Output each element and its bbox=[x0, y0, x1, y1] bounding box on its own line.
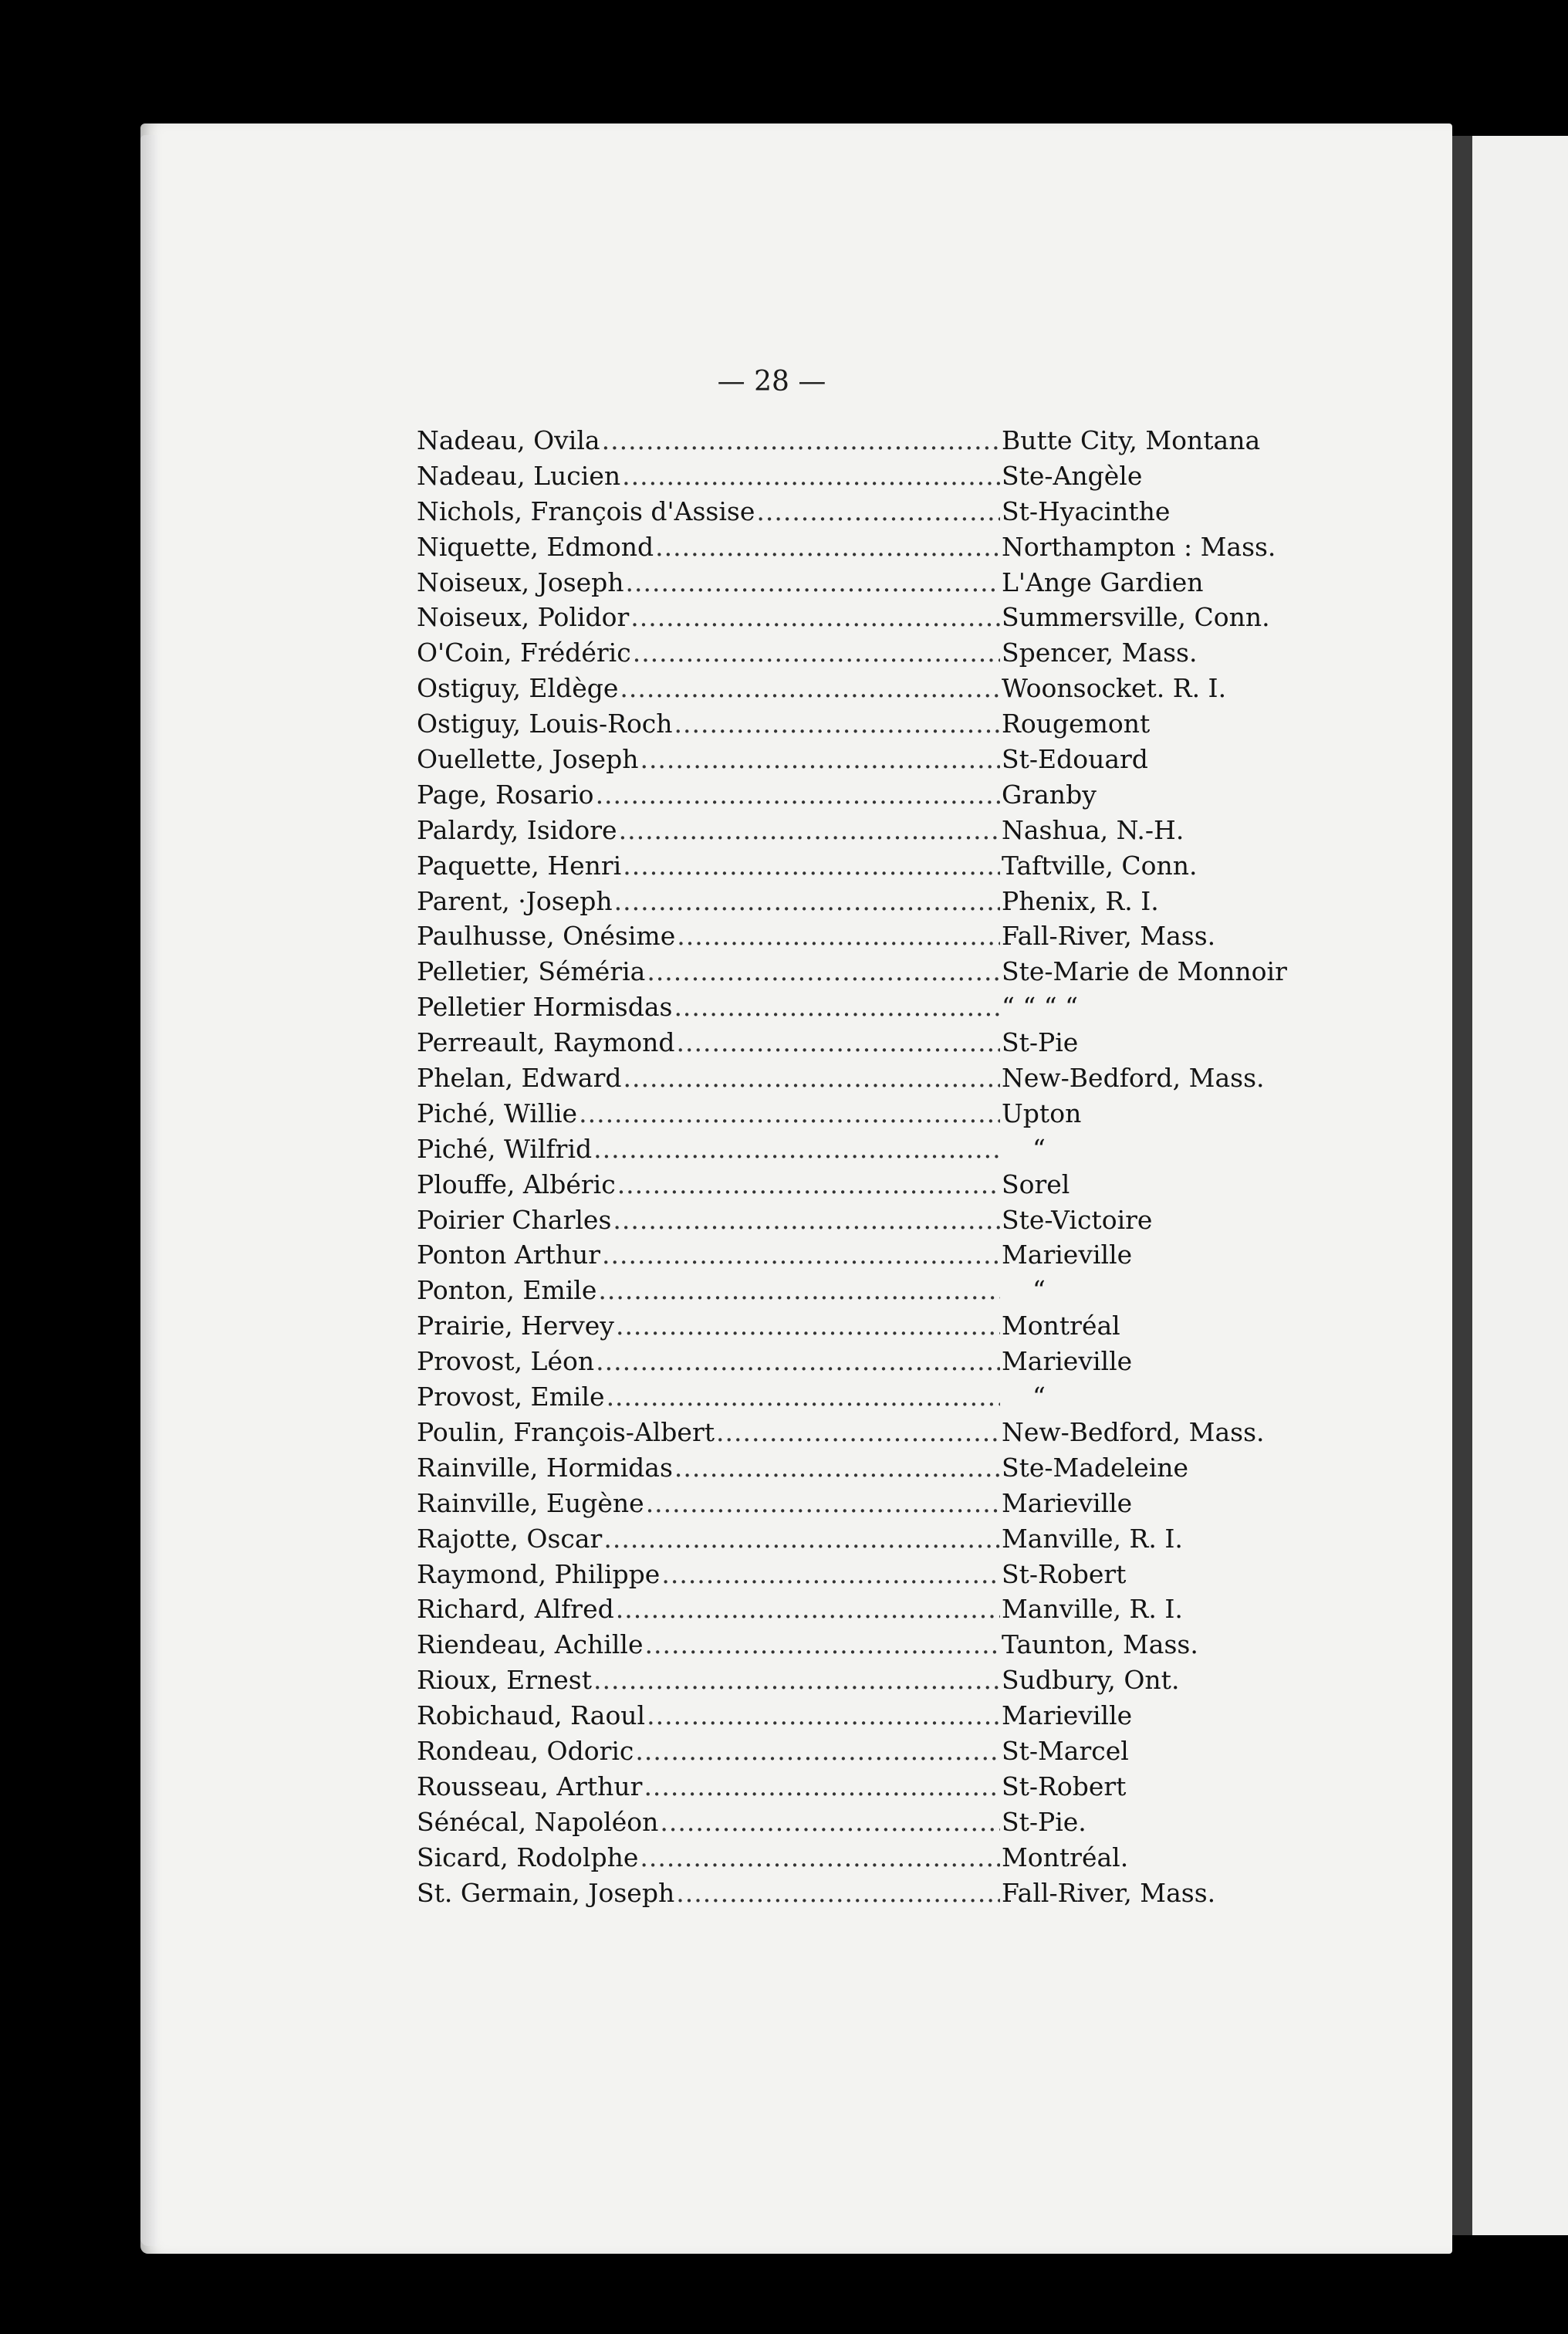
entry-place: Summersville, Conn. bbox=[1002, 602, 1270, 633]
entry-name: Riendeau, Achille bbox=[417, 1629, 644, 1660]
entry-place: Montréal. bbox=[1002, 1842, 1129, 1872]
dot-leader bbox=[645, 1627, 1000, 1663]
dot-leader bbox=[677, 918, 1000, 954]
dot-leader bbox=[596, 777, 1000, 813]
dot-leader bbox=[623, 1060, 1000, 1096]
directory-entry bbox=[417, 529, 1296, 565]
dot-leader bbox=[614, 884, 1000, 919]
directory-entry bbox=[417, 1131, 1296, 1167]
entry-place: St-Edouard bbox=[1002, 744, 1148, 775]
dot-leader bbox=[661, 1557, 1000, 1592]
dot-leader bbox=[603, 1521, 1000, 1557]
entry-name: Noiseux, Polidor bbox=[417, 602, 630, 633]
dot-leader bbox=[617, 1167, 1000, 1203]
entry-name: Ponton, Emile bbox=[417, 1275, 597, 1306]
directory-entry bbox=[417, 600, 1296, 635]
entry-name: Pelletier Hormisdas bbox=[417, 992, 673, 1023]
page-left-edge bbox=[140, 135, 157, 2246]
entry-name: Nadeau, Ovila bbox=[417, 425, 600, 455]
directory-entry bbox=[417, 1521, 1296, 1557]
entry-name: Raymond, Philippe bbox=[417, 1558, 661, 1589]
entry-name: Rousseau, Arthur bbox=[417, 1771, 643, 1801]
entry-name: Prairie, Hervey bbox=[417, 1311, 614, 1341]
entry-place: St-Marcel bbox=[1002, 1735, 1129, 1766]
directory-entry bbox=[417, 1167, 1296, 1203]
dot-leader bbox=[626, 565, 1000, 600]
entry-name: Richard, Alfred bbox=[417, 1594, 614, 1625]
entry-place: Phenix, R. I. bbox=[1002, 885, 1159, 916]
directory-entry bbox=[417, 1379, 1296, 1415]
dot-leader bbox=[607, 1379, 1000, 1415]
entry-name: Piché, Wilfrid bbox=[417, 1133, 593, 1164]
dot-leader bbox=[619, 813, 1000, 848]
dot-leader bbox=[716, 1415, 1000, 1450]
entry-name: Ostiguy, Louis-Roch bbox=[417, 709, 673, 739]
entry-place: St-Pie. bbox=[1002, 1806, 1086, 1837]
entry-name: Ponton Arthur bbox=[417, 1240, 601, 1270]
directory-entry bbox=[417, 1096, 1296, 1131]
entry-name: Paulhusse, Onésime bbox=[417, 921, 676, 952]
entry-name: Noiseux, Joseph bbox=[417, 567, 624, 597]
entry-place: Ste-Victoire bbox=[1002, 1204, 1153, 1235]
entry-name: Ouellette, Joseph bbox=[417, 744, 639, 775]
entry-place: Marieville bbox=[1002, 1487, 1133, 1518]
entry-place: Manville, R. I. bbox=[1002, 1594, 1183, 1625]
directory-entry bbox=[417, 1415, 1296, 1450]
directory-entry bbox=[417, 1025, 1296, 1060]
entry-name: Niquette, Edmond bbox=[417, 531, 654, 562]
entry-place: St-Robert bbox=[1002, 1558, 1127, 1589]
entry-place: Marieville bbox=[1002, 1700, 1133, 1731]
entry-name: Sénécal, Napoléon bbox=[417, 1806, 659, 1837]
entry-name: Perreault, Raymond bbox=[417, 1027, 675, 1058]
directory-entry bbox=[417, 1698, 1296, 1734]
dot-leader bbox=[674, 1450, 1000, 1486]
dot-leader bbox=[623, 848, 1000, 884]
dot-leader bbox=[613, 1203, 1000, 1238]
directory-entry bbox=[417, 494, 1296, 529]
entry-place: “ “ “ “ bbox=[1002, 992, 1078, 1023]
entry-place: Nashua, N.-H. bbox=[1002, 814, 1184, 845]
entry-name: Rajotte, Oscar bbox=[417, 1523, 603, 1554]
entry-place: New-Bedford, Mass. bbox=[1002, 1416, 1265, 1447]
directory-entry bbox=[417, 1592, 1296, 1627]
entry-name: Parent, ·Joseph bbox=[417, 885, 613, 916]
entry-place: Woonsocket. R. I. bbox=[1002, 673, 1227, 704]
entry-place: Ste-Marie de Monnoir bbox=[1002, 956, 1287, 987]
directory-entry bbox=[417, 1627, 1296, 1663]
entry-name: O'Coin, Frédéric bbox=[417, 638, 631, 668]
dot-leader bbox=[602, 1237, 1000, 1273]
dot-leader bbox=[616, 1308, 1000, 1344]
facing-page-edge bbox=[1472, 136, 1568, 2235]
entry-place: St-Pie bbox=[1002, 1027, 1079, 1058]
entry-name: Ostiguy, Eldège bbox=[417, 673, 619, 704]
entry-name: Palardy, Isidore bbox=[417, 814, 617, 845]
directory-entry bbox=[417, 458, 1296, 494]
directory-entry bbox=[417, 1840, 1296, 1876]
directory-entry bbox=[417, 706, 1296, 742]
directory-entry bbox=[417, 635, 1296, 671]
dot-leader bbox=[616, 1592, 1000, 1627]
entry-place: “ bbox=[1032, 1133, 1046, 1164]
directory-entry bbox=[417, 1273, 1296, 1308]
entry-place: Granby bbox=[1002, 779, 1097, 810]
entry-name: Sicard, Rodolphe bbox=[417, 1842, 639, 1872]
dot-leader bbox=[756, 494, 1000, 529]
dot-leader bbox=[598, 1273, 1000, 1308]
directory-entry bbox=[417, 1344, 1296, 1379]
dot-leader bbox=[647, 1698, 1000, 1734]
entry-name: Provost, Léon bbox=[417, 1346, 595, 1377]
entry-place: Ste-Madeleine bbox=[1002, 1452, 1189, 1483]
entry-name: Rainville, Hormidas bbox=[417, 1452, 673, 1483]
dot-leader bbox=[647, 954, 1000, 989]
dot-leader bbox=[640, 1840, 1000, 1876]
entry-name: Plouffe, Albéric bbox=[417, 1169, 616, 1199]
entry-place: Fall-River, Mass. bbox=[1002, 921, 1216, 952]
entry-place: Sorel bbox=[1002, 1169, 1070, 1199]
directory-entry bbox=[417, 848, 1296, 884]
entry-place: Northampton : Mass. bbox=[1002, 531, 1276, 562]
entry-place: St-Robert bbox=[1002, 1771, 1127, 1801]
directory-entry bbox=[417, 1557, 1296, 1592]
entry-place: Spencer, Mass. bbox=[1002, 638, 1198, 668]
directory-entry bbox=[417, 813, 1296, 848]
directory-entry bbox=[417, 777, 1296, 813]
entry-name: Paquette, Henri bbox=[417, 850, 622, 881]
directory-entry bbox=[417, 1308, 1296, 1344]
directory-entry bbox=[417, 884, 1296, 919]
entry-place: “ bbox=[1032, 1275, 1046, 1306]
directory-entry bbox=[417, 423, 1296, 458]
dot-leader bbox=[593, 1663, 1000, 1698]
entry-name: Rondeau, Odoric bbox=[417, 1735, 634, 1766]
entry-place: Taunton, Mass. bbox=[1002, 1629, 1198, 1660]
entry-place: Montréal bbox=[1002, 1311, 1120, 1341]
directory-entry bbox=[417, 1060, 1296, 1096]
directory-entry bbox=[417, 1663, 1296, 1698]
directory-entry bbox=[417, 1805, 1296, 1840]
entry-place: Sudbury, Ont. bbox=[1002, 1665, 1180, 1696]
entry-name: Poulin, François-Albert bbox=[417, 1416, 715, 1447]
directory-entry bbox=[417, 742, 1296, 777]
directory-entry bbox=[417, 918, 1296, 954]
dot-leader bbox=[579, 1096, 1000, 1131]
dot-leader bbox=[596, 1344, 1000, 1379]
dot-leader bbox=[677, 1025, 1000, 1060]
dot-leader bbox=[630, 600, 1000, 635]
dot-leader bbox=[674, 989, 1000, 1025]
dot-leader bbox=[622, 458, 1000, 494]
entry-place: Taftville, Conn. bbox=[1002, 850, 1198, 881]
entry-place: St-Hyacinthe bbox=[1002, 496, 1171, 526]
dot-leader bbox=[655, 529, 1000, 565]
entry-name: Page, Rosario bbox=[417, 779, 594, 810]
directory-entry bbox=[417, 1450, 1296, 1486]
entry-place: Rougemont bbox=[1002, 709, 1151, 739]
entry-name: Rainville, Eugène bbox=[417, 1487, 644, 1518]
directory-entry bbox=[417, 989, 1296, 1025]
entry-name: Robichaud, Raoul bbox=[417, 1700, 646, 1731]
entry-place: L'Ange Gardien bbox=[1002, 567, 1204, 597]
directory-entry bbox=[417, 1769, 1296, 1805]
entry-name: Nichols, François d'Assise bbox=[417, 496, 755, 526]
entry-name: Pelletier, Séméria bbox=[417, 956, 646, 987]
dot-leader bbox=[646, 1486, 1000, 1521]
dot-leader bbox=[640, 742, 1000, 777]
entry-name: St. Germain, Joseph bbox=[417, 1877, 675, 1908]
entry-name: Provost, Emile bbox=[417, 1382, 605, 1412]
entry-place: Fall-River, Mass. bbox=[1002, 1877, 1216, 1908]
dot-leader bbox=[602, 423, 1000, 458]
entry-name: Piché, Willie bbox=[417, 1098, 578, 1128]
dot-leader bbox=[644, 1769, 1000, 1805]
directory-entry bbox=[417, 1237, 1296, 1273]
entry-place: Marieville bbox=[1002, 1346, 1133, 1377]
dot-leader bbox=[593, 1131, 1000, 1167]
dot-leader bbox=[620, 671, 1000, 706]
entry-place: Upton bbox=[1002, 1098, 1082, 1128]
name-directory-list bbox=[417, 423, 1296, 1910]
entry-place: New-Bedford, Mass. bbox=[1002, 1063, 1265, 1094]
directory-entry bbox=[417, 1876, 1296, 1911]
directory-entry bbox=[417, 1203, 1296, 1238]
page-number: — 28 — bbox=[717, 366, 826, 397]
dot-leader bbox=[660, 1805, 1000, 1840]
directory-entry bbox=[417, 954, 1296, 989]
directory-entry bbox=[417, 671, 1296, 706]
entry-name: Rioux, Ernest bbox=[417, 1665, 592, 1696]
dot-leader bbox=[633, 635, 1000, 671]
entry-name: Phelan, Edward bbox=[417, 1063, 622, 1094]
entry-place: Butte City, Montana bbox=[1002, 425, 1261, 455]
directory-entry bbox=[417, 1734, 1296, 1769]
dot-leader bbox=[635, 1734, 1000, 1769]
entry-place: Manville, R. I. bbox=[1002, 1523, 1183, 1554]
dot-leader bbox=[674, 706, 1000, 742]
directory-entry bbox=[417, 1486, 1296, 1521]
entry-place: Marieville bbox=[1002, 1240, 1133, 1270]
entry-place: Ste-Angèle bbox=[1002, 460, 1143, 491]
entry-name: Nadeau, Lucien bbox=[417, 460, 621, 491]
dot-leader bbox=[676, 1876, 1000, 1911]
entry-place: “ bbox=[1032, 1382, 1046, 1412]
entry-name: Poirier Charles bbox=[417, 1204, 612, 1235]
directory-entry bbox=[417, 565, 1296, 600]
